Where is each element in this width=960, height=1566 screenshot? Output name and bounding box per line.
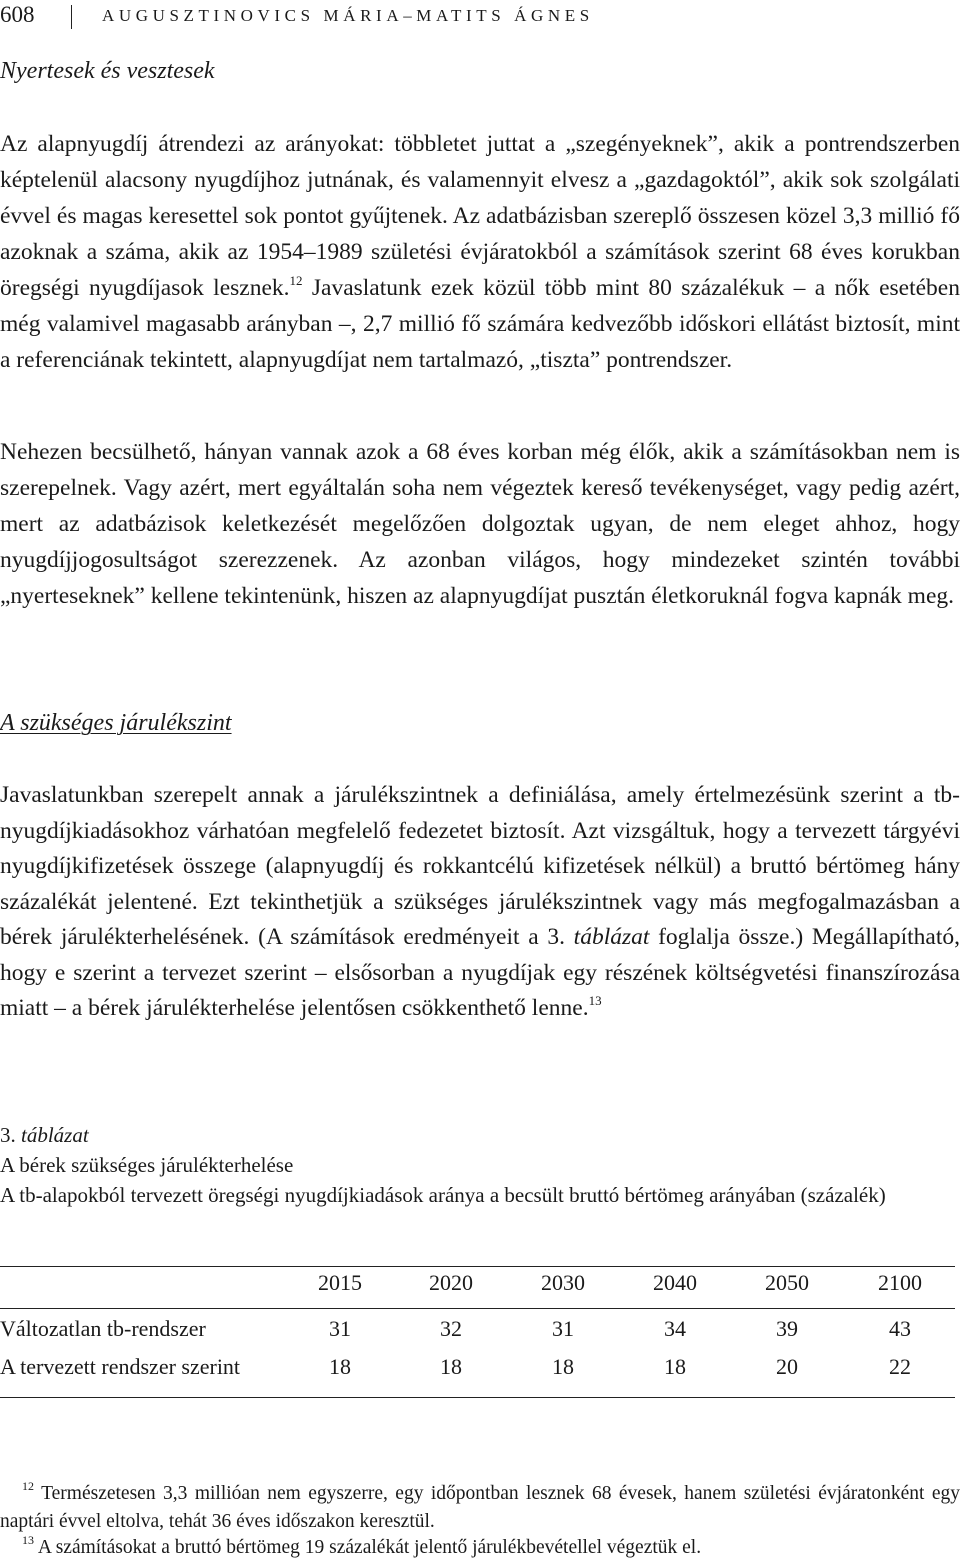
table-column-header: 2100 (878, 1270, 922, 1295)
table-caption (0, 1120, 960, 1210)
footnote-12 (0, 1480, 960, 1536)
body-paragraph-1 (0, 126, 960, 378)
footnote-ref-12[interactable]: 12 (289, 273, 303, 288)
table-column-header: 2050 (765, 1270, 809, 1295)
paragraph-1-text-continued: Javaslatunk ezek közül több mint 80 százalékuk – a nők esetében még valamivel magasabb arányban –, 2,7 millió fő számára kedvezőbb időskori ellátást biztosít, mint a referenciának tekintett, alapnyugdíjat nem tartalmazó, „tiszta” pontrendszer. (0, 275, 960, 373)
table-column-header: 2030 (541, 1270, 585, 1295)
table-row (0, 1354, 960, 1390)
footnote-text: A számításokat a bruttó bértömeg 19 százalékát jelentő járulékbevétellel végeztük el. (37, 1537, 702, 1558)
table-cell: 39 (776, 1316, 798, 1341)
table-bottom-rule (0, 1397, 955, 1398)
table-header-row (0, 1270, 960, 1306)
footnote-text: Természetesen 3,3 millióan nem egyszerre, egy időpontban lesznek 68 évesek, hanem születési évjáratonként egy naptári évvel eltolva, tehát 36 éves időszakon keresztül. (0, 1483, 960, 1532)
table-cell: 18 (329, 1354, 351, 1379)
table-column-header: 2015 (318, 1270, 362, 1295)
table-cell: 43 (889, 1316, 911, 1341)
footnote-ref-13[interactable]: 13 (588, 993, 602, 1008)
paragraph-3-text-continued: foglalja össze.) Megállapítható, hogy e szerint a tervezet szerint – elsősorban a nyugdíjak egy részének költségvetési finanszírozása miatt – a bérek járulékterhelése jelentősen csökkenthető lenne. (0, 924, 960, 1021)
table-cell: 18 (440, 1354, 462, 1379)
table-cell: 31 (329, 1316, 351, 1341)
table-header-rule (0, 1308, 955, 1309)
running-header (0, 2, 960, 32)
footnote-number: 12 (22, 1479, 34, 1493)
table-number: 3. táblázat (0, 1123, 89, 1147)
table-cell: 22 (889, 1354, 911, 1379)
section-heading-winners-losers: Nyertesek és vesztesek (0, 58, 215, 84)
table-row-label: A tervezett rendszer szerint (0, 1354, 241, 1379)
header-divider (71, 5, 72, 29)
running-header-authors: AUGUSZTINOVICS MÁRIA–MATITS ÁGNES (102, 6, 594, 25)
table-top-rule (0, 1266, 955, 1267)
table-cell: 18 (664, 1354, 686, 1379)
body-paragraph-3 (0, 778, 960, 1027)
table-row-label: Változatlan tb-rendszer (0, 1316, 206, 1341)
table-cell: 31 (552, 1316, 574, 1341)
table-row (0, 1316, 960, 1352)
footnote-number: 13 (22, 1533, 34, 1547)
table-cell: 34 (664, 1316, 686, 1341)
table-reference[interactable]: táblázat (573, 924, 650, 950)
table-column-header: 2020 (429, 1270, 473, 1295)
footnote-13 (0, 1534, 960, 1562)
table-title: A bérek szükséges járulékterhelése (0, 1153, 294, 1177)
table-cell: 32 (440, 1316, 462, 1341)
paragraph-3-text: Javaslatunkban szerepelt annak a járulékszintnek a definiálása, amely értelmezésünk szerint a tb-nyugdíjkiadásokhoz várhatóan megfelelő fedezetet biztosít. Azt vizsgáltuk, hogy a tervezett tárgyévi nyugdíjkifizetések összege (alapnyugdíj és rokkantcélú kifizetések nélkül) a bruttó bértömeg hány százalékát jelentené. Ezt tekinthetjük a szükséges járulékszintnek vagy más megfogalmazásban a bérek járulékterhelésének. (A számítások eredményeit a 3. (0, 782, 960, 950)
table-subtitle: A tb-alapokból tervezett öregségi nyugdíjkiadások aránya a becsült bruttó bértömeg arányában (százalék) (0, 1183, 886, 1207)
paragraph-1-text: Az alapnyugdíj átrendezi az arányokat: többletet juttat a „szegényeknek”, akik a pontrendszerben képtelenül alacsony nyugdíjhoz jutnának, és valamennyit elvesz a „gazdagoktól”, akik sok szolgálati évvel és magas keresettel sok pontot gyűjtenek. Az adatbázisban szereplő összesen közel 3,3 millió fő azoknak a száma, akik az 1954–1989 születési évjáratokból a számítások szerint 68 éves korukban öregségi nyugdíjasok lesznek. (0, 131, 960, 301)
table-cell: 18 (552, 1354, 574, 1379)
body-paragraph-2: Nehezen becsülhető, hányan vannak azok a 68 éves korban még élők, akik a számításokban nem is szerepelnek. Vagy azért, mert egyáltalán soha nem végeztek kereső tevékenységet, vagy pedig azért, mert az adatbázisok keletkezését megelőzően dolgoztak ugyan, de nem eleget ahhoz, hogy nyugdíjjogosultságot szerezzenek. Az azonban világos, hogy mindezeket szintén további „nyerteseknek” kellene tekintenünk, hiszen az alapnyugdíjat pusztán életkoruknál fogva kapnák meg. (0, 439, 960, 609)
page-number: 608 (0, 2, 35, 27)
table-column-header: 2040 (653, 1270, 697, 1295)
table-cell: 20 (776, 1354, 798, 1379)
section-heading-contribution-level: A szükséges járulékszint (0, 710, 232, 736)
